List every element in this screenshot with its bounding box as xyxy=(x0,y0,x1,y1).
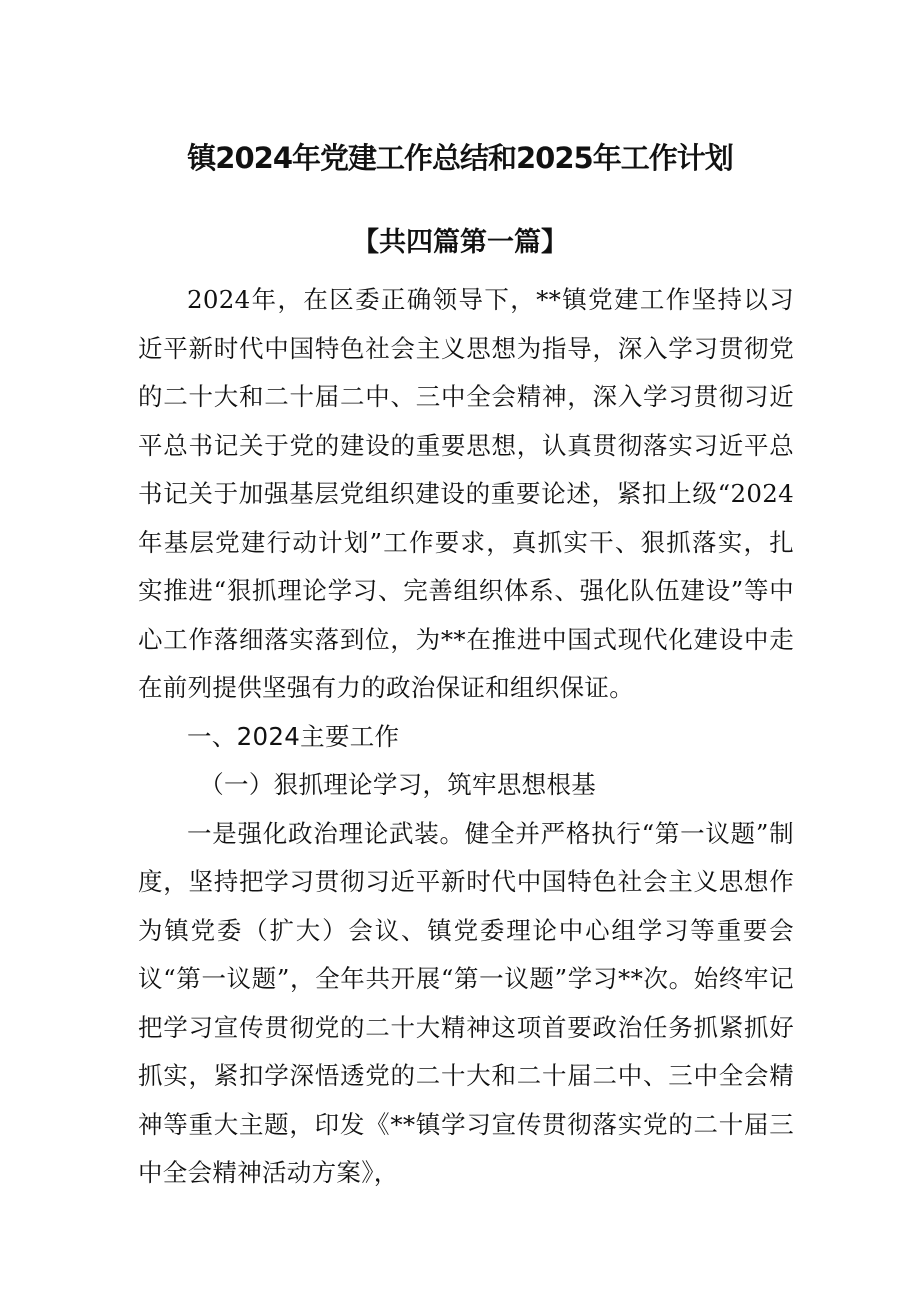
intro-paragraph: 2024年，在区委正确领导下，**镇党建工作坚持以习近平新时代中国特色社会主义思想为指导，深入学习贯彻党的二十大和二十届二中、三中全会精神，深入学习贯彻习近平总书记关于党的建设的重要思想，认真贯彻落实习近平总书记关于加强基层党组织建设的重要论述，紧扣上级“2024年基层党建行动计划”工作要求，真抓实干、狠抓落实，扎实推进“狠抓理论学习、完善组织体系、强化队伍建设”等中心工作落细落实落到位，为**在推进中国式现代化建设中走在前列提供坚强有力的政治保证和组织保证。 xyxy=(138,285,794,702)
document-body xyxy=(138,276,794,1198)
body-paragraph: 一是强化政治理论武装。健全并严格执行“第一议题”制度，坚持把学习贯彻习近平新时代中国特色社会主义思想作为镇党委（扩大）会议、镇党委理论中心组学习等重要会议“第一议题”，全年共开展“第一议题”学习**次。始终牢记把学习宣传贯彻党的二十大精神这项首要政治任务抓紧抓好抓实，紧扣学深悟透党的二十大和二十届二中、三中全会精神等重大主题，印发《**镇学习宣传贯彻落实党的二十届三中全会精神活动方案》， xyxy=(138,818,794,1187)
document-subtitle: 【共四篇第一篇】 xyxy=(352,227,568,258)
subsection-heading: （一）狠抓理论学习，筑牢思想根基 xyxy=(199,770,597,799)
section-heading: 一、2024主要工作 xyxy=(187,721,400,751)
document-title: 镇2024年党建工作总结和2025年工作计划 xyxy=(187,141,733,175)
